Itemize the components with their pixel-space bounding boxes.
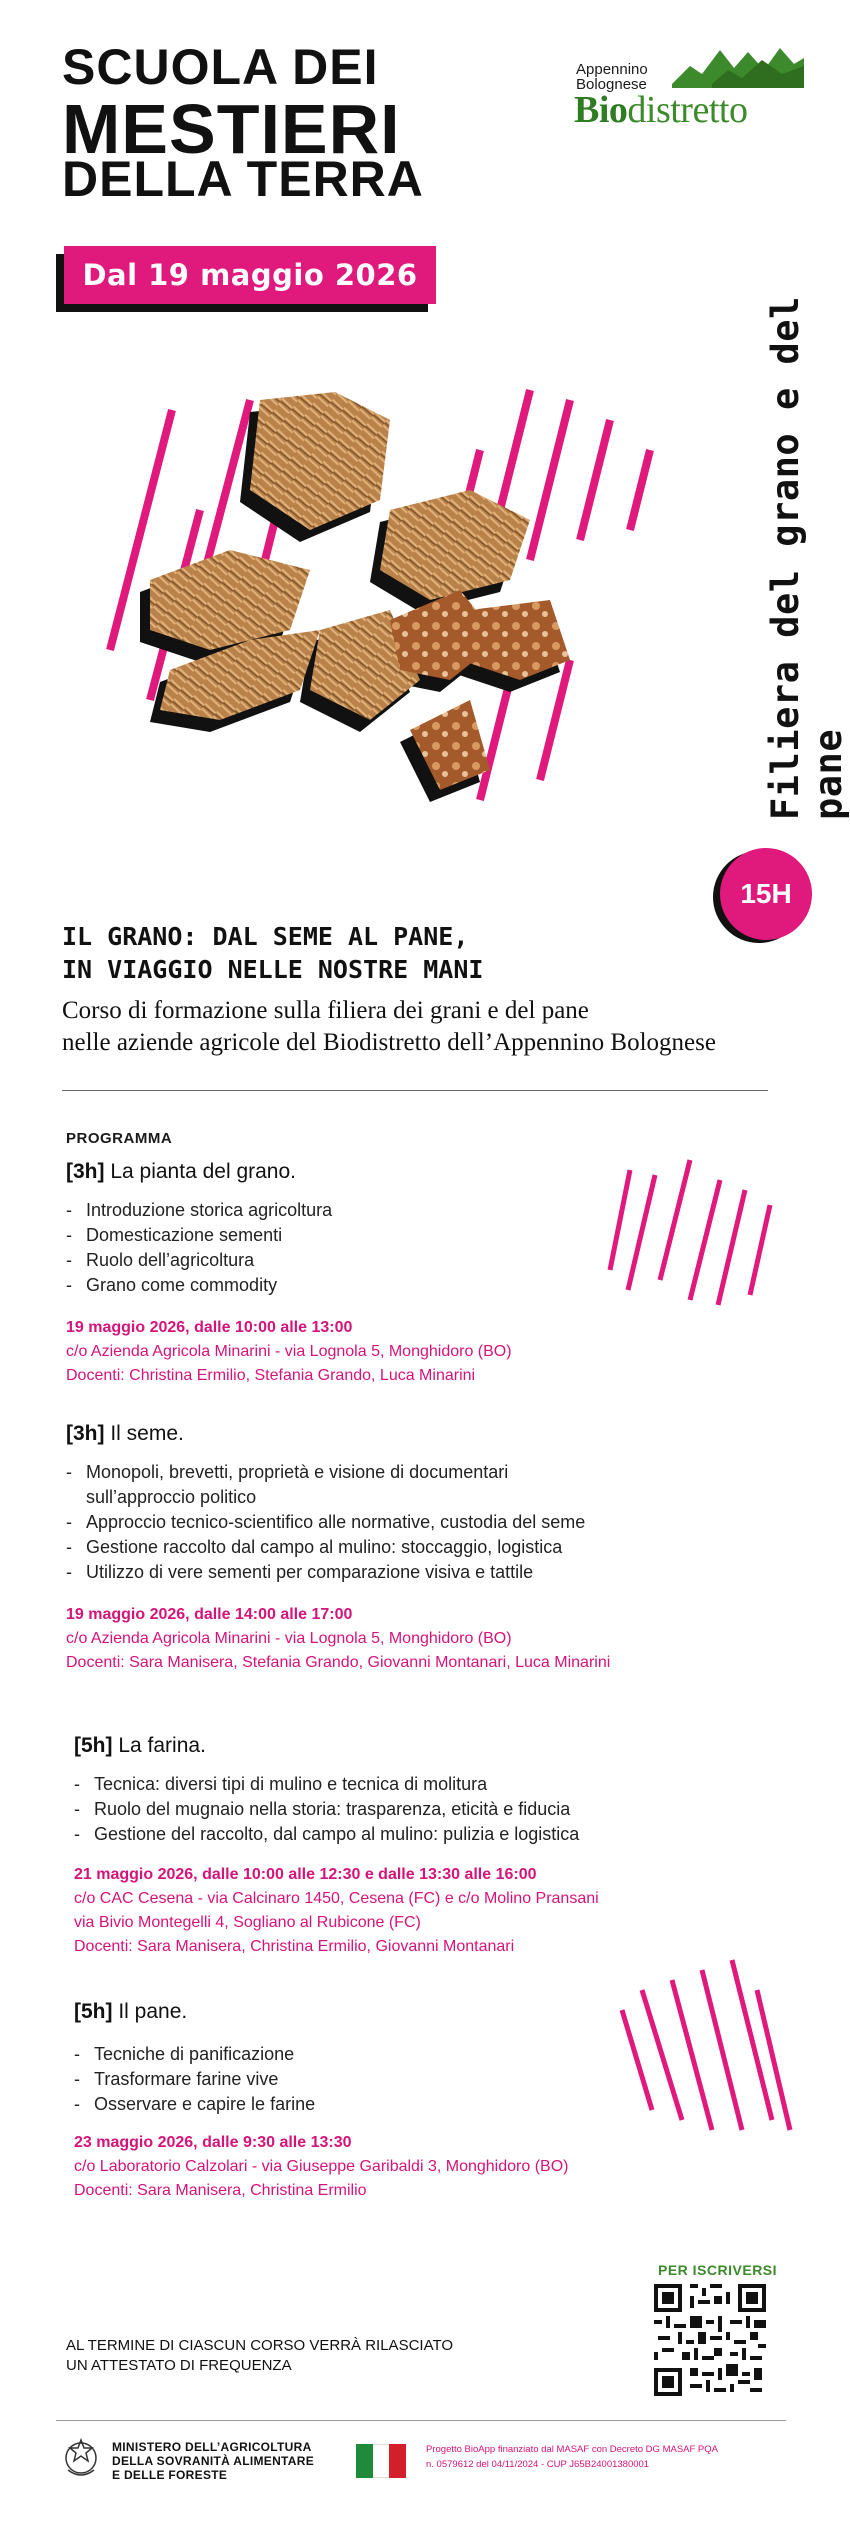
module-title — [74, 1734, 754, 1758]
funding-line-1: Progetto BioApp finanziato dal MASAF con Decreto DG MASAF PQA — [426, 2444, 718, 2455]
stripes-decoration-1 — [600, 1160, 780, 1320]
list-item: - Tecniche di panificazione — [74, 2042, 714, 2067]
module-name: Il seme. — [110, 1422, 184, 1445]
list-item: - Utilizzo di vere sementi per comparazione visiva e tattile — [66, 1560, 586, 1585]
module-date: 21 maggio 2026, dalle 10:00 alle 12:30 e dalle 13:30 alle 16:00 — [74, 1866, 537, 1883]
module-info — [66, 1316, 666, 1388]
vertical-title: Filiera del grano e del pane — [764, 296, 850, 820]
list-item: - Ruolo dell’agricoltura — [66, 1248, 666, 1273]
module-info — [74, 1863, 754, 1959]
module-bullets — [74, 1772, 754, 1847]
module-teachers: Docenti: Sara Manisera, Christina Ermilio — [74, 2182, 367, 2199]
certificate-note — [66, 2336, 453, 2376]
subtitle-line-2: nelle aziende agricole del Biodistretto dell’Appennino Bolognese — [62, 1029, 716, 1056]
wheat-illustration — [90, 380, 730, 860]
mountains-icon — [672, 44, 804, 88]
module-bullets — [66, 1198, 666, 1298]
funding-note — [426, 2442, 806, 2472]
logo-distretto: distretto — [627, 89, 748, 131]
italian-flag-icon — [356, 2444, 406, 2478]
headline — [62, 920, 762, 986]
module-teachers: Docenti: Sara Manisera, Stefania Grando, Giovanni Montanari, Luca Minarini — [66, 1654, 611, 1671]
list-item: - Domesticazione sementi — [66, 1223, 666, 1248]
module-place: via Bivio Montegelli 4, Sogliano al Rubicone (FC) — [74, 1914, 421, 1931]
subtitle — [62, 995, 822, 1059]
funding-line-2: n. 0579612 del 04/11/2024 - CUP J65B24001380001 — [426, 2459, 650, 2470]
headline-line-1: IL GRANO: DAL SEME AL PANE, — [62, 922, 469, 951]
program-label: PROGRAMMA — [66, 1130, 173, 1147]
list-item: - Ruolo del mugnaio nella storia: trasparenza, eticità e fiducia — [74, 1797, 754, 1822]
list-item: - Approccio tecnico-scientifico alle normative, custodia del seme — [66, 1510, 586, 1535]
module-name: Il pane. — [118, 2000, 188, 2023]
date-tag: Dal 19 maggio 2026 — [64, 246, 436, 304]
module-title — [66, 1160, 666, 1184]
list-item: - Monopoli, brevetti, proprietà e visione di documentari sull’approccio politico — [66, 1460, 586, 1510]
module-title — [66, 1422, 746, 1446]
republic-emblem-icon — [62, 2436, 100, 2480]
module-3 — [74, 1734, 754, 1959]
title-line-2: MESTIERI — [62, 90, 401, 168]
list-item: - Gestione raccolto dal campo al mulino: stoccaggio, logistica — [66, 1535, 586, 1560]
logo-appennino: Appennino — [576, 61, 648, 78]
divider — [62, 1090, 768, 1091]
qr-code[interactable] — [654, 2284, 766, 2396]
module-place: c/o CAC Cesena - via Calcinaro 1450, Cesena (FC) e c/o Molino Pransani — [74, 1890, 599, 1907]
logo-bolognese: Bolognese — [576, 76, 647, 93]
module-name: La farina. — [118, 1734, 206, 1757]
title-line-3: DELLA TERRA — [62, 151, 424, 207]
list-item: - Gestione del raccolto, dal campo al mulino: pulizia e logistica — [74, 1822, 754, 1847]
list-item: - Introduzione storica agricoltura — [66, 1198, 666, 1223]
hours-badge: 15H — [720, 848, 812, 940]
ministry-line-3: E DELLE FORESTE — [112, 2468, 228, 2482]
title-line-1: SCUOLA DEI — [62, 39, 379, 95]
list-item: - Osservare e capire le farine — [74, 2092, 714, 2117]
certificate-line-1: AL TERMINE DI CIASCUN CORSO VERRÀ RILASCIATO — [66, 2337, 454, 2354]
logo-bio: Bio — [574, 89, 628, 131]
module-place: c/o Azienda Agricola Minarini - via Lognola 5, Monghidoro (BO) — [66, 1343, 512, 1360]
certificate-line-2: UN ATTESTATO DI FREQUENZA — [66, 2357, 292, 2374]
qr-label: PER ISCRIVERSI — [658, 2262, 778, 2278]
module-hours: [5h] — [74, 1734, 113, 1757]
biodistretto-logo — [574, 44, 804, 134]
logo-biodistretto-text — [574, 88, 747, 132]
module-1 — [66, 1160, 666, 1388]
list-item: - Trasformare farine vive — [74, 2067, 714, 2092]
list-item: - Grano come commodity — [66, 1273, 666, 1298]
module-name: La pianta del grano. — [110, 1160, 296, 1183]
module-date: 19 maggio 2026, dalle 14:00 alle 17:00 — [66, 1606, 353, 1623]
module-place: c/o Laboratorio Calzolari - via Giuseppe Garibaldi 3, Monghidoro (BO) — [74, 2158, 569, 2175]
module-hours: [3h] — [66, 1422, 105, 1445]
ministry-line-2: DELLA SOVRANITÀ ALIMENTARE — [112, 2454, 315, 2468]
stripes-decoration-2 — [612, 1960, 792, 2150]
module-date: 23 maggio 2026, dalle 9:30 alle 13:30 — [74, 2134, 352, 2151]
module-info — [66, 1603, 746, 1675]
module-teachers: Docenti: Christina Ermilio, Stefania Grando, Luca Minarini — [66, 1367, 476, 1384]
list-item: - Tecnica: diversi tipi di mulino e tecnica di molitura — [74, 1772, 754, 1797]
module-teachers: Docenti: Sara Manisera, Christina Ermilio, Giovanni Montanari — [74, 1938, 515, 1955]
module-place: c/o Azienda Agricola Minarini - via Lognola 5, Monghidoro (BO) — [66, 1630, 512, 1647]
module-hours: [5h] — [74, 2000, 113, 2023]
footer-divider — [56, 2420, 786, 2421]
ministry-line-1: MINISTERO DELL’AGRICOLTURA — [112, 2440, 312, 2454]
module-bullets — [66, 1460, 586, 1585]
module-2 — [66, 1422, 746, 1675]
module-date: 19 maggio 2026, dalle 10:00 alle 13:00 — [66, 1319, 353, 1336]
module-hours: [3h] — [66, 1160, 105, 1183]
subtitle-line-1: Corso di formazione sulla filiera dei grani e del pane — [62, 997, 589, 1024]
headline-line-2: IN VIAGGIO NELLE NOSTRE MANI — [62, 955, 484, 984]
ministry-name — [112, 2440, 314, 2482]
